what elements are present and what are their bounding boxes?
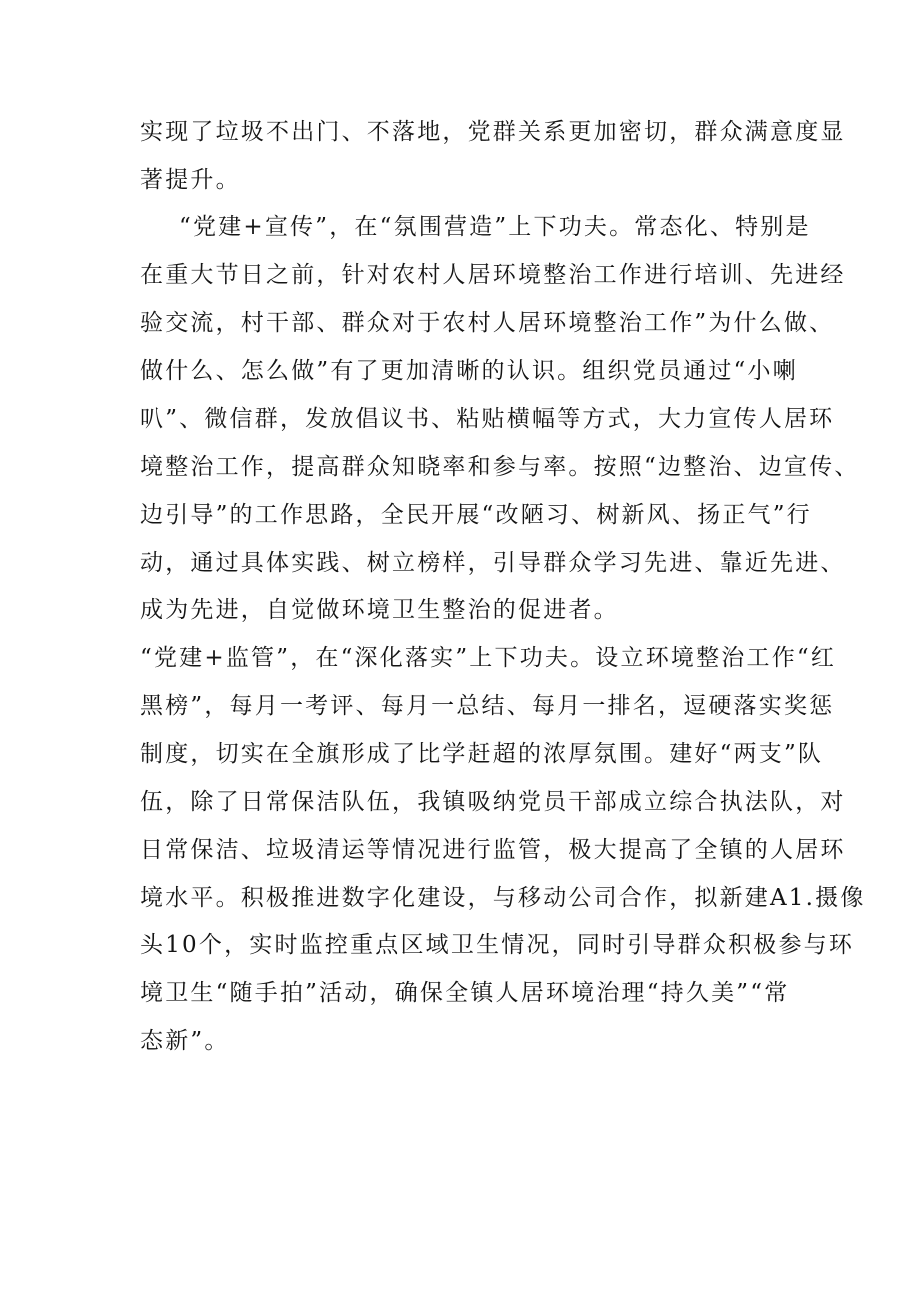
text-line: “党建+宣传”，在“氛围营造”上下功夫。常态化、特别是 bbox=[179, 214, 811, 240]
text-line: “党建+监管”，在“深化落实”上下功夫。设立环境整治工作“红 bbox=[140, 645, 837, 671]
text-line: 境卫生“随手拍”活动，确保全镇人居环境治理“持久美”“常 bbox=[140, 980, 790, 1006]
text-line: 边引导”的工作思路，全民开展“改陋习、树新风、扬正气”行 bbox=[140, 502, 812, 528]
text-line: 验交流，村干部、群众对于农村人居环境整治工作”为什么做、 bbox=[140, 310, 835, 336]
text-line: 黑榜”，每月一考评、每月一总结、每月一排名，逗硬落实奖惩 bbox=[140, 693, 835, 719]
text-line: 头10个，实时监控重点区域卫生情况，同时引导群众积极参与环 bbox=[140, 932, 855, 958]
text-line: 伍，除了日常保洁队伍，我镇吸纳党员干部成立综合执法队，对 bbox=[140, 789, 846, 815]
text-line: 态新”。 bbox=[140, 1028, 230, 1054]
text-line: 在重大节日之前，针对农村人居环境整治工作进行培训、先进经 bbox=[140, 262, 846, 288]
text-line: 成为先进，自觉做环境卫生整治的促进者。 bbox=[140, 597, 619, 623]
text-line: 日常保洁、垃圾清运等情况进行监管，极大提高了全镇的人居环 bbox=[140, 837, 846, 863]
text-line: 实现了垃圾不出门、不落地，党群关系更加密切，群众满意度显 bbox=[140, 119, 846, 145]
text-line: 著提升。 bbox=[140, 167, 241, 193]
text-line: 做什么、怎么做”有了更加清晰的认识。组织党员通过“小喇 bbox=[140, 358, 798, 384]
text-line: 制度，切实在全旗形成了比学赶超的浓厚氛围。建好“两支”队 bbox=[140, 741, 824, 767]
text-line: 动，通过具体实践、树立榜样，引导群众学习先进、靠近先进、 bbox=[140, 550, 846, 576]
text-line: 境水平。积极推进数字化建设，与移动公司合作，拟新建A1.摄像 bbox=[140, 885, 866, 911]
text-line: 境整治工作，提高群众知晓率和参与率。按照“边整治、边宣传、 bbox=[140, 454, 860, 480]
text-line: 叭”、微信群，发放倡议书、粘贴横幅等方式，大力宣传人居环 bbox=[140, 406, 835, 432]
